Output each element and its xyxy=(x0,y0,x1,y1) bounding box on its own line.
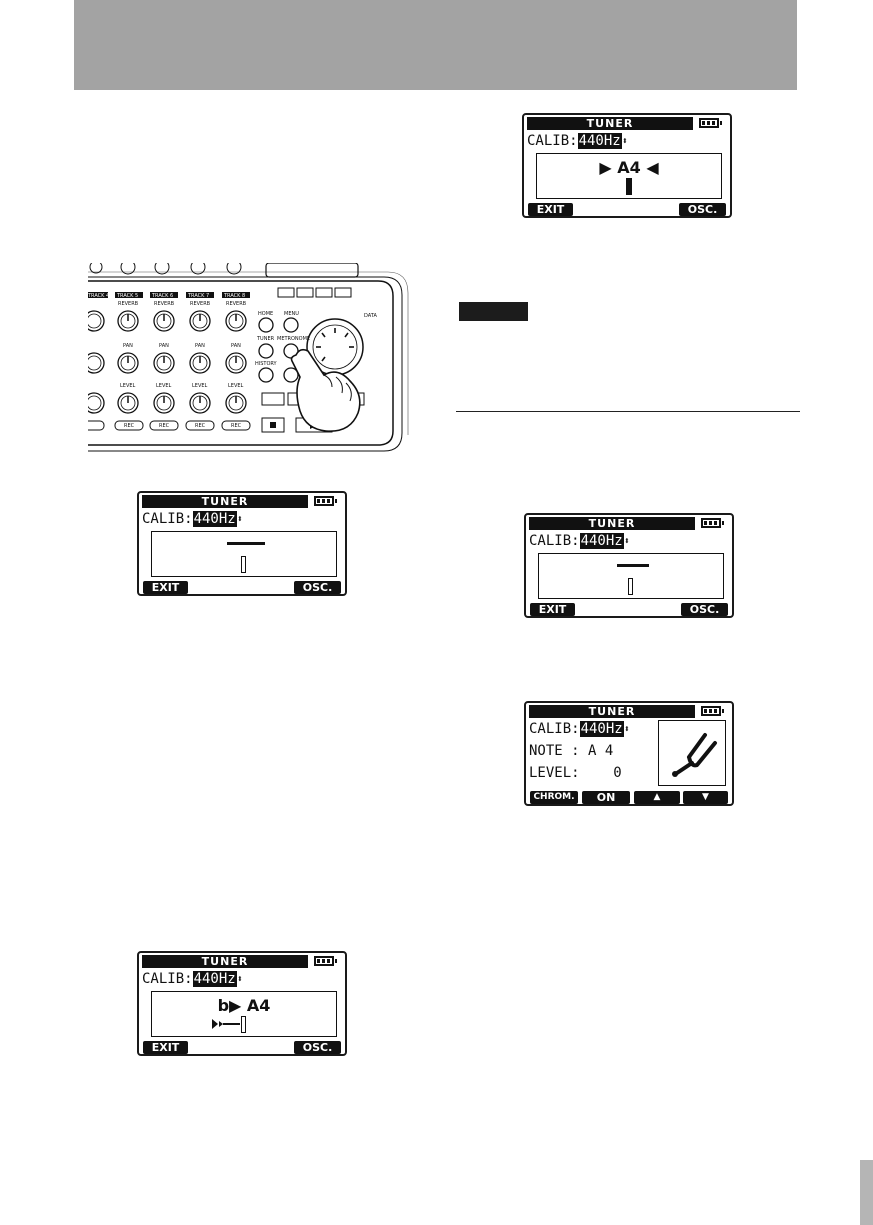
note-placeholder xyxy=(227,542,265,545)
screen-title: TUNER xyxy=(527,117,693,130)
tuning-fork-panel xyxy=(658,720,726,786)
track-8-label: TRACK 8 xyxy=(224,293,246,299)
level-label: LEVEL xyxy=(156,383,172,389)
tuner-screen-initial xyxy=(137,491,347,596)
calib-label: CALIB: xyxy=(142,511,193,527)
menu-label: MENU xyxy=(284,311,299,317)
pan-label: PAN xyxy=(195,343,205,349)
reverb-label: REVERB xyxy=(190,301,211,307)
tuner-screen-in-tune xyxy=(522,113,732,218)
page-edge-tab xyxy=(860,1160,873,1225)
battery-icon xyxy=(699,118,719,128)
exit-button[interactable]: EXIT xyxy=(530,603,575,616)
data-wheel-label: DATA xyxy=(364,313,377,319)
screen-title: TUNER xyxy=(529,517,695,530)
level-row xyxy=(529,765,622,781)
calib-value: 440Hz xyxy=(193,511,236,527)
level-label: LEVEL: xyxy=(529,765,580,781)
calib-row xyxy=(142,971,243,988)
up-down-arrows-icon: ⬍ xyxy=(623,536,630,547)
calib-row xyxy=(529,533,630,550)
calib-value: 440Hz xyxy=(193,971,236,987)
tuning-fork-icon xyxy=(659,721,723,783)
rec-label: REC xyxy=(159,423,170,429)
tuning-display xyxy=(536,153,722,199)
chapter-header-band xyxy=(74,0,797,90)
note-label-tag xyxy=(459,302,528,321)
tuning-needle xyxy=(241,556,246,573)
pan-label: PAN xyxy=(231,343,241,349)
recorder-panel-drawing xyxy=(88,263,410,455)
tuner-screen-initial-right xyxy=(524,513,734,618)
metronome-label: METRONOME xyxy=(277,336,311,342)
pan-label: PAN xyxy=(123,343,133,349)
up-down-arrows-icon: ⬍ xyxy=(236,514,243,525)
level-value: 0 xyxy=(613,765,622,781)
screen-title: TUNER xyxy=(142,955,308,968)
track-7-label: TRACK 7 xyxy=(188,293,210,299)
home-label: HOME xyxy=(258,311,274,317)
exit-button[interactable]: EXIT xyxy=(143,1041,188,1054)
level-label: LEVEL xyxy=(228,383,244,389)
screen-title: TUNER xyxy=(529,705,695,718)
battery-icon xyxy=(314,956,334,966)
up-down-arrows-icon: ⬍ xyxy=(621,136,628,147)
osc-button[interactable]: OSC. xyxy=(294,581,341,594)
calib-value: 440Hz xyxy=(580,533,623,549)
osc-button[interactable]: OSC. xyxy=(679,203,726,216)
calib-value: 440Hz xyxy=(580,721,623,737)
rec-label: REC xyxy=(231,423,242,429)
note-value: A 4 xyxy=(588,743,614,759)
reverb-label: REVERB xyxy=(154,301,175,307)
battery-icon xyxy=(314,496,334,506)
level-label: LEVEL xyxy=(120,383,136,389)
rec-label: REC xyxy=(124,423,135,429)
recorder-panel-illustration xyxy=(88,263,410,455)
osc-button[interactable]: OSC. xyxy=(681,603,728,616)
calib-row xyxy=(142,511,243,528)
section-divider xyxy=(456,411,800,412)
chromatic-mode-button[interactable]: CHROM. xyxy=(530,791,578,804)
flat-offset-indicator-icon xyxy=(212,1017,252,1031)
osc-button[interactable]: OSC. xyxy=(294,1041,341,1054)
calib-label: CALIB: xyxy=(527,133,578,149)
calib-row xyxy=(529,721,630,738)
tuning-needle xyxy=(241,1016,246,1033)
reverb-label: REVERB xyxy=(118,301,139,307)
level-label: LEVEL xyxy=(192,383,208,389)
oscillator-on-button[interactable]: ON xyxy=(582,791,630,804)
detected-note: b▶ A4 xyxy=(217,996,271,1015)
calib-value: 440Hz xyxy=(578,133,621,149)
track-4-label: TRACK 4 xyxy=(88,293,110,299)
pan-label: PAN xyxy=(159,343,169,349)
note-row xyxy=(529,743,613,759)
up-button[interactable]: ▲ xyxy=(634,791,680,804)
tuning-needle xyxy=(628,578,633,595)
up-down-arrows-icon: ⬍ xyxy=(236,974,243,985)
calib-label: CALIB: xyxy=(529,721,580,737)
tuner-screen-flat xyxy=(137,951,347,1056)
screen-title: TUNER xyxy=(142,495,308,508)
track-5-label: TRACK 5 xyxy=(117,293,139,299)
tuning-display xyxy=(151,531,337,577)
exit-button[interactable]: EXIT xyxy=(528,203,573,216)
track-6-label: TRACK 6 xyxy=(152,293,174,299)
history-label: HISTORY xyxy=(255,361,277,367)
note-label: NOTE : xyxy=(529,743,580,759)
detected-note: ▶ A4 ◀ xyxy=(599,158,659,177)
reverb-label: REVERB xyxy=(226,301,247,307)
tuning-display xyxy=(538,553,724,599)
note-placeholder xyxy=(617,564,649,567)
tuner-screen-oscillator xyxy=(524,701,734,806)
tuner-label: TUNER xyxy=(257,336,275,342)
calib-row xyxy=(527,133,628,150)
calib-label: CALIB: xyxy=(142,971,193,987)
exit-button[interactable]: EXIT xyxy=(143,581,188,594)
battery-icon xyxy=(701,706,721,716)
tuning-needle xyxy=(626,178,632,195)
battery-icon xyxy=(701,518,721,528)
tuning-display xyxy=(151,991,337,1037)
rec-label: REC xyxy=(195,423,206,429)
calib-label: CALIB: xyxy=(529,533,580,549)
up-down-arrows-icon: ⬍ xyxy=(623,724,630,735)
down-button[interactable]: ▼ xyxy=(683,791,728,804)
